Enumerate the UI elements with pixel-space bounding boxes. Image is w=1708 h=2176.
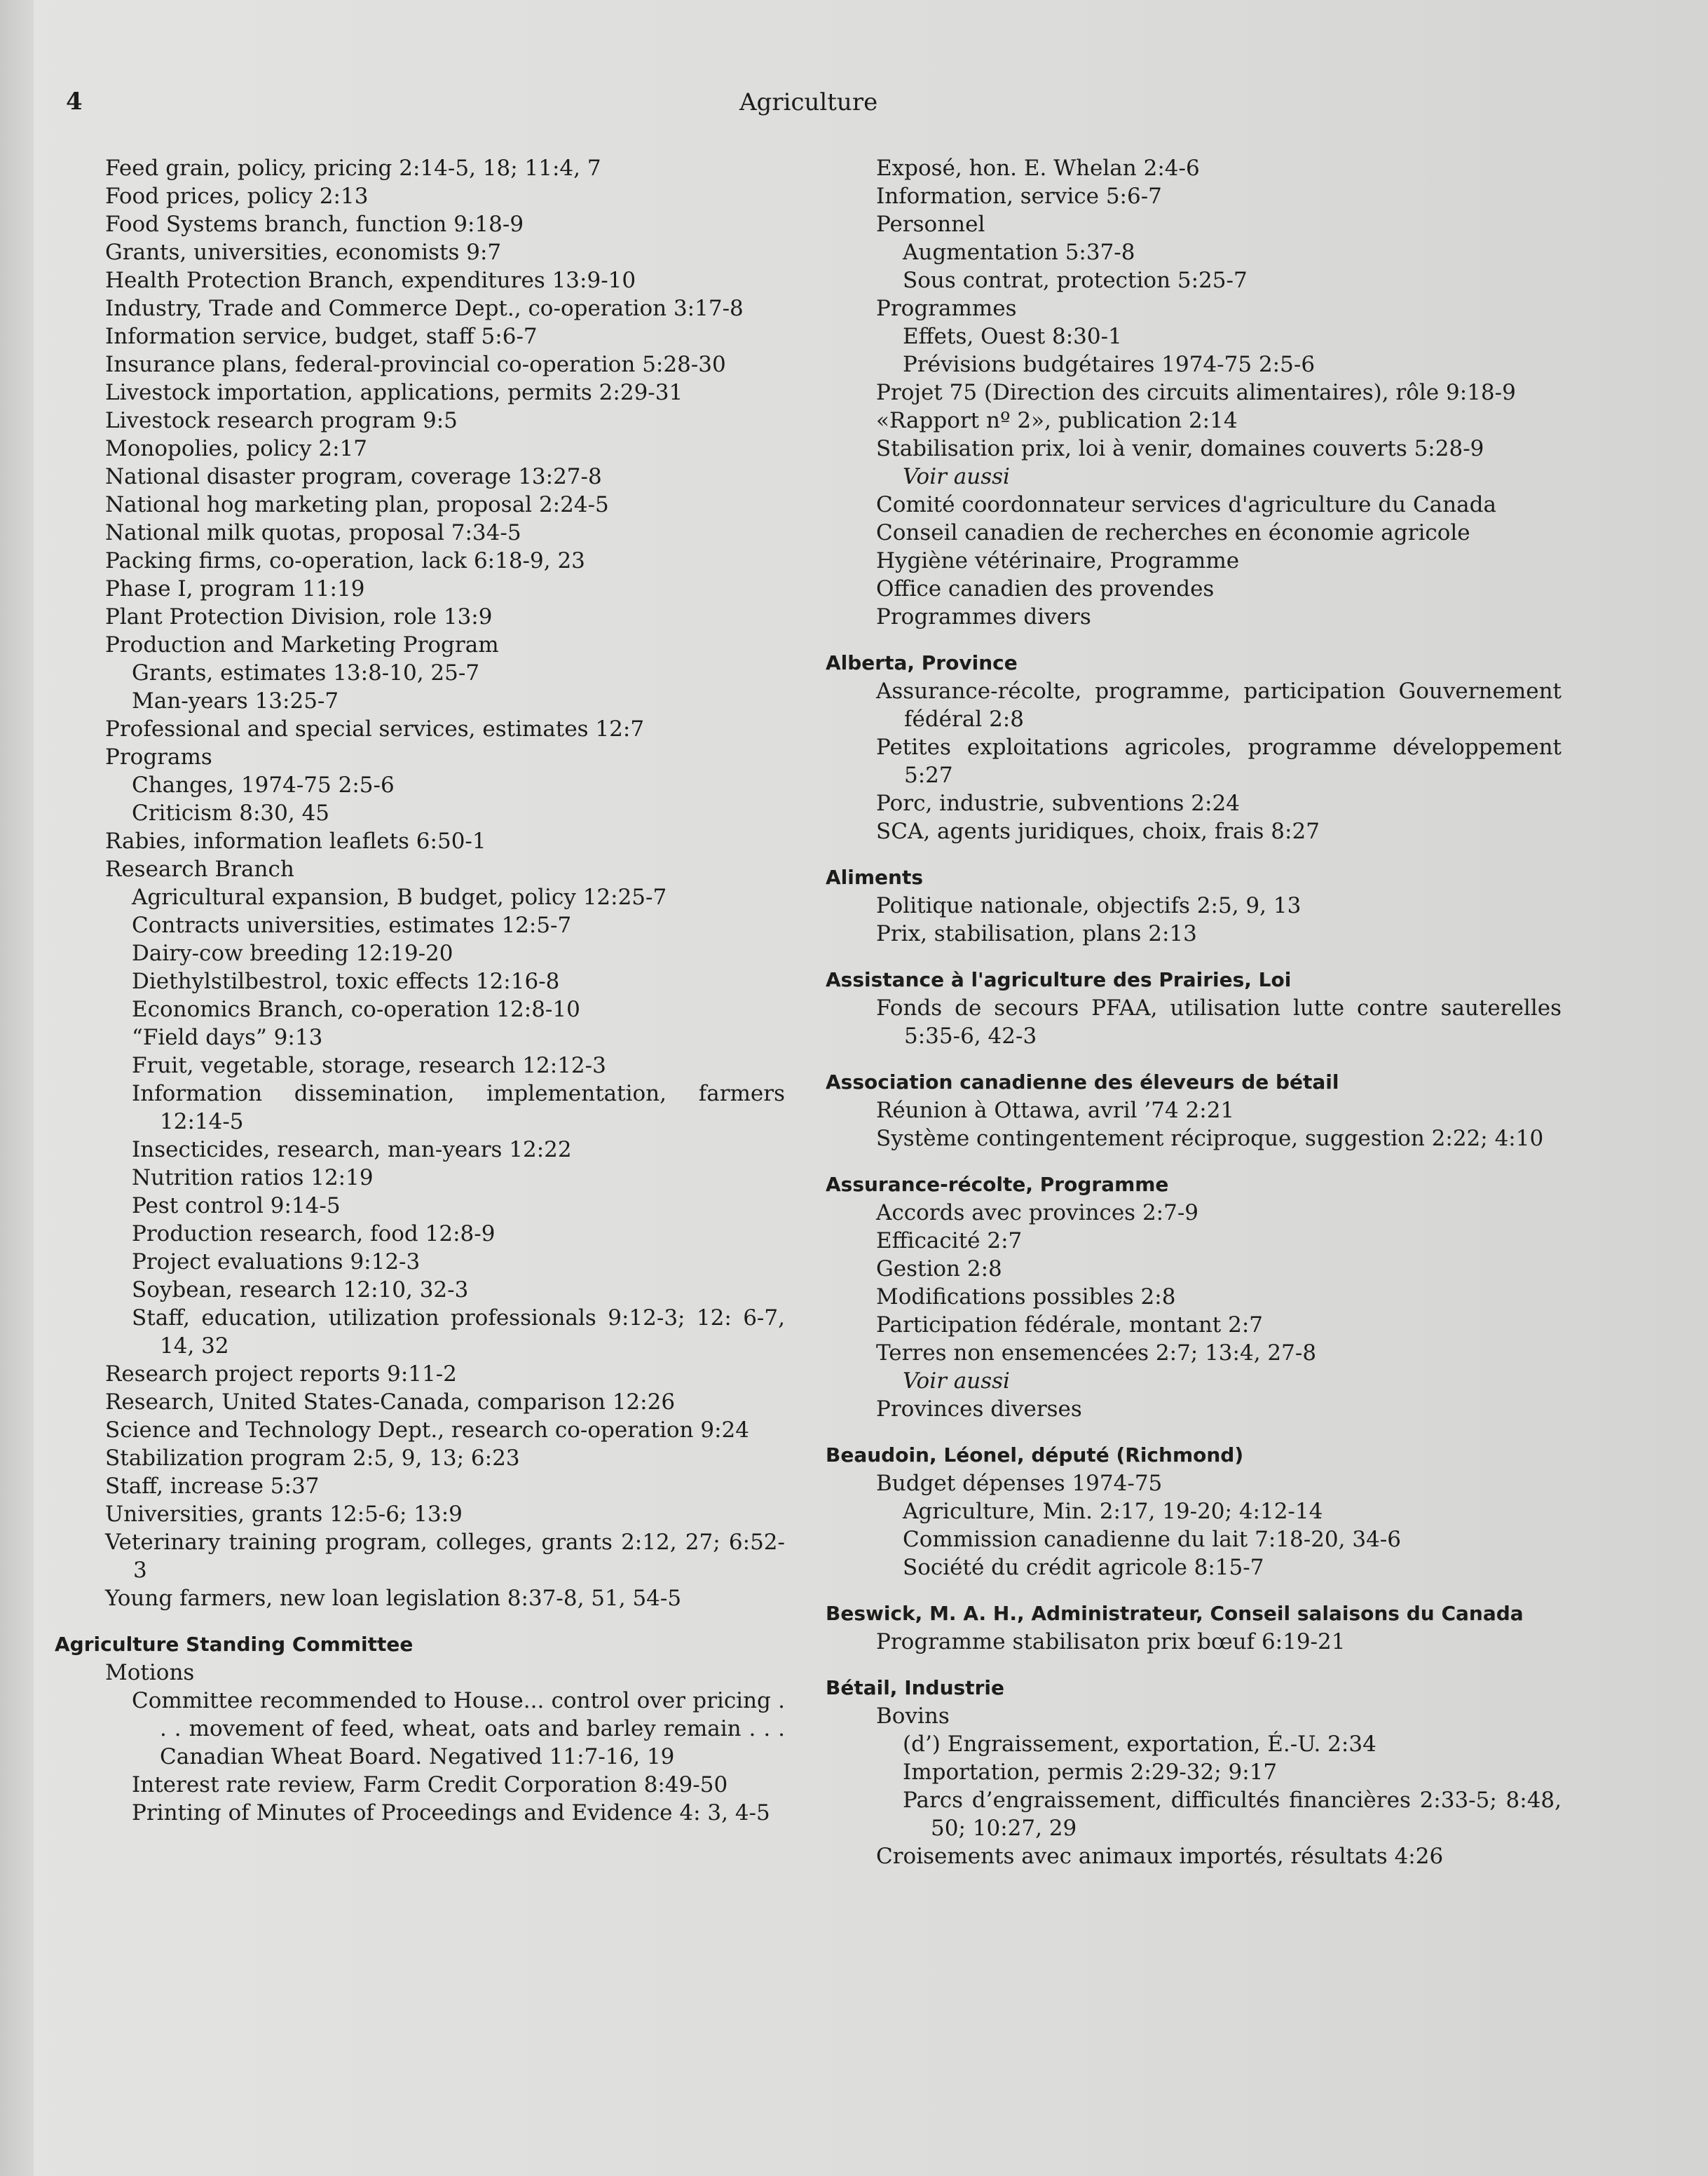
index-entry: Feed grain, policy, pricing 2:14-5, 18; 11:4, 7	[105, 156, 601, 181]
index-entry: Croisements avec animaux importés, résultats 4:26	[876, 1844, 1444, 1869]
index-entry: Insurance plans, federal-provincial co-operation 5:28-30	[105, 352, 726, 377]
index-entry: Motions	[105, 1660, 195, 1685]
index-subentry: Insecticides, research, man-years 12:22	[132, 1137, 572, 1162]
index-entry: National milk quotas, proposal 7:34-5	[105, 520, 521, 545]
index-entry: Gestion 2:8	[876, 1256, 1002, 1281]
index-subentry: Voir aussi	[903, 464, 1010, 489]
index-subentry: Fruit, vegetable, storage, research 12:12-3	[132, 1053, 606, 1078]
index-heading: Beswick, M. A. H., Administrateur, Conseil salaisons du Canada	[826, 1602, 1524, 1625]
index-heading: Association canadienne des éleveurs de bétail	[826, 1070, 1339, 1094]
index-entry: Comité coordonnateur services d'agriculture du Canada	[876, 492, 1496, 517]
running-title: Agriculture	[739, 88, 878, 116]
index-entry: Petites exploitations agricoles, programme développement 5:27	[876, 735, 1562, 788]
index-subentry: Information dissemination, implementation, farmers 12:14-5	[132, 1081, 785, 1134]
index-subentry: Soybean, research 12:10, 32-3	[132, 1277, 469, 1303]
index-subentry: Prévisions budgétaires 1974-75 2:5-6	[903, 352, 1316, 377]
index-subentry: Agricultural expansion, B budget, policy 12:25-7	[132, 885, 667, 910]
index-entry: Food prices, policy 2:13	[105, 184, 369, 209]
index-entry: SCA, agents juridiques, choix, frais 8:27	[876, 819, 1320, 844]
index-heading: Alberta, Province	[826, 651, 1018, 674]
index-entry: «Rapport nº 2», publication 2:14	[876, 408, 1238, 433]
index-entry: Provinces diverses	[876, 1396, 1082, 1422]
index-entry: Staff, increase 5:37	[105, 1474, 320, 1499]
index-entry: Plant Protection Division, role 13:9	[105, 604, 493, 630]
index-subentry: Project evaluations 9:12-3	[132, 1249, 421, 1274]
page-number: 4	[66, 88, 83, 116]
index-subentry: Economics Branch, co-operation 12:8-10	[132, 997, 580, 1022]
index-subentry: Commission canadienne du lait 7:18-20, 34-6	[903, 1527, 1402, 1552]
index-subentry: Parcs d’engraissement, difficultés financières 2:33-5; 8:48, 50; 10:27, 29	[903, 1788, 1562, 1841]
index-subentry: Agriculture, Min. 2:17, 19-20; 4:12-14	[903, 1499, 1323, 1524]
index-heading: Aliments	[826, 866, 924, 889]
index-entry: Budget dépenses 1974-75	[876, 1471, 1163, 1496]
index-subentry: Voir aussi	[903, 1368, 1010, 1394]
index-entry: Stabilization program 2:5, 9, 13; 6:23	[105, 1446, 520, 1471]
index-entry: Universities, grants 12:5-6; 13:9	[105, 1502, 463, 1527]
index-subentry: Diethylstilbestrol, toxic effects 12:16-8	[132, 969, 560, 994]
index-entry: Rabies, information leaflets 6:50-1	[105, 829, 486, 854]
index-subentry: Effets, Ouest 8:30-1	[903, 324, 1122, 349]
index-subentry: Changes, 1974-75 2:5-6	[132, 773, 395, 798]
index-subentry: Man-years 13:25-7	[132, 688, 339, 714]
index-subentry: Grants, estimates 13:8-10, 25-7	[132, 660, 480, 686]
index-entry: Assurance-récolte, programme, participation Gouvernement fédéral 2:8	[876, 679, 1562, 732]
index-entry: Modifications possibles 2:8	[876, 1284, 1176, 1310]
index-subentry: Dairy-cow breeding 12:19-20	[132, 941, 453, 966]
index-entry: Office canadien des provendes	[876, 576, 1215, 601]
index-heading: Assurance-récolte, Programme	[826, 1173, 1169, 1196]
left-column	[55, 154, 785, 1827]
index-entry: Conseil canadien de recherches en économie agricole	[876, 520, 1470, 545]
index-entry: National hog marketing plan, proposal 2:24-5	[105, 492, 609, 517]
index-subentry: Staff, education, utilization professionals 9:12-3; 12: 6-7, 14, 32	[132, 1305, 785, 1359]
index-entry: Programmes divers	[876, 604, 1091, 630]
index-subentry: “Field days” 9:13	[132, 1025, 323, 1050]
index-entry: Porc, industrie, subventions 2:24	[876, 791, 1240, 816]
index-entry: Food Systems branch, function 9:18-9	[105, 212, 524, 237]
page-spine-shadow	[0, 0, 34, 2176]
index-heading: Beaudoin, Léonel, député (Richmond)	[826, 1443, 1244, 1467]
index-entry: Science and Technology Dept., research co-operation 9:24	[105, 1417, 749, 1443]
index-subentry: Nutrition ratios 12:19	[132, 1165, 374, 1190]
index-entry: Health Protection Branch, expenditures 13:9-10	[105, 268, 636, 293]
index-entry: Young farmers, new loan legislation 8:37-8, 51, 54-5	[105, 1586, 682, 1611]
index-entry: Programmes	[876, 296, 1017, 321]
index-entry: Réunion à Ottawa, avril ’74 2:21	[876, 1098, 1235, 1123]
index-subentry: Sous contrat, protection 5:25-7	[903, 268, 1248, 293]
index-subentry: Committee recommended to House... control over pricing . . . movement of feed, wheat, oats and barley remain . . . Canadian Wheat Board. Negatived 11:7-16, 19	[132, 1688, 785, 1769]
index-entry: Terres non ensemencées 2:7; 13:4, 27-8	[876, 1340, 1317, 1366]
index-entry: Monopolies, policy 2:17	[105, 436, 368, 461]
index-subentry: Importation, permis 2:29-32; 9:17	[903, 1760, 1278, 1785]
index-entry: Research Branch	[105, 857, 294, 882]
index-entry: Fonds de secours PFAA, utilisation lutte contre sauterelles 5:35-6, 42-3	[876, 995, 1562, 1049]
index-entry: Personnel	[876, 212, 985, 237]
index-subentry: (d’) Engraissement, exportation, É.-U. 2:34	[903, 1732, 1376, 1757]
index-subentry: Pest control 9:14-5	[132, 1193, 341, 1218]
index-entry: Projet 75 (Direction des circuits alimentaires), rôle 9:18-9	[876, 380, 1516, 405]
index-subentry: Criticism 8:30, 45	[132, 801, 330, 826]
index-entry: Hygiène vétérinaire, Programme	[876, 548, 1240, 573]
index-entry: Veterinary training program, colleges, grants 2:12, 27; 6:52-3	[105, 1530, 785, 1583]
index-entry: National disaster program, coverage 13:27-8	[105, 464, 602, 489]
index-entry: Stabilisation prix, loi à venir, domaines couverts 5:28-9	[876, 436, 1484, 461]
index-entry: Politique nationale, objectifs 2:5, 9, 13	[876, 893, 1302, 918]
index-entry: Phase I, program 11:19	[105, 576, 365, 601]
index-entry: Information, service 5:6-7	[876, 184, 1162, 209]
index-entry: Professional and special services, estimates 12:7	[105, 716, 645, 742]
index-entry: Système contingentement réciproque, suggestion 2:22; 4:10	[876, 1126, 1544, 1151]
index-entry: Prix, stabilisation, plans 2:13	[876, 921, 1197, 946]
index-entry: Research, United States-Canada, comparison 12:26	[105, 1389, 676, 1415]
index-entry: Livestock importation, applications, permits 2:29-31	[105, 380, 683, 405]
right-column	[826, 154, 1562, 1870]
index-subentry: Société du crédit agricole 8:15-7	[903, 1555, 1264, 1580]
index-entry: Programme stabilisaton prix bœuf 6:19-21	[876, 1629, 1346, 1654]
index-entry: Bovins	[876, 1704, 950, 1729]
index-subentry: Interest rate review, Farm Credit Corporation 8:49-50	[132, 1772, 728, 1797]
index-subentry: Printing of Minutes of Proceedings and Evidence 4: 3, 4-5	[132, 1800, 770, 1825]
index-entry: Efficacité 2:7	[876, 1228, 1023, 1253]
index-entry: Information service, budget, staff 5:6-7	[105, 324, 538, 349]
index-entry: Accords avec provinces 2:7-9	[876, 1200, 1199, 1225]
index-entry: Exposé, hon. E. Whelan 2:4-6	[876, 156, 1200, 181]
index-entry: Packing firms, co-operation, lack 6:18-9, 23	[105, 548, 585, 573]
index-subentry: Contracts universities, estimates 12:5-7	[132, 913, 572, 938]
index-heading: Assistance à l'agriculture des Prairies, Loi	[826, 968, 1292, 991]
index-entry: Research project reports 9:11-2	[105, 1361, 457, 1387]
index-heading: Agriculture Standing Committee	[55, 1633, 414, 1656]
index-entry: Livestock research program 9:5	[105, 408, 458, 433]
index-subentry: Augmentation 5:37-8	[903, 240, 1135, 265]
index-subentry: Production research, food 12:8-9	[132, 1221, 496, 1246]
index-entry: Industry, Trade and Commerce Dept., co-operation 3:17-8	[105, 296, 744, 321]
index-entry: Production and Marketing Program	[105, 632, 499, 658]
index-entry: Grants, universities, economists 9:7	[105, 240, 502, 265]
index-entry: Participation fédérale, montant 2:7	[876, 1312, 1264, 1338]
index-heading: Bétail, Industrie	[826, 1676, 1004, 1699]
index-entry: Programs	[105, 744, 212, 770]
